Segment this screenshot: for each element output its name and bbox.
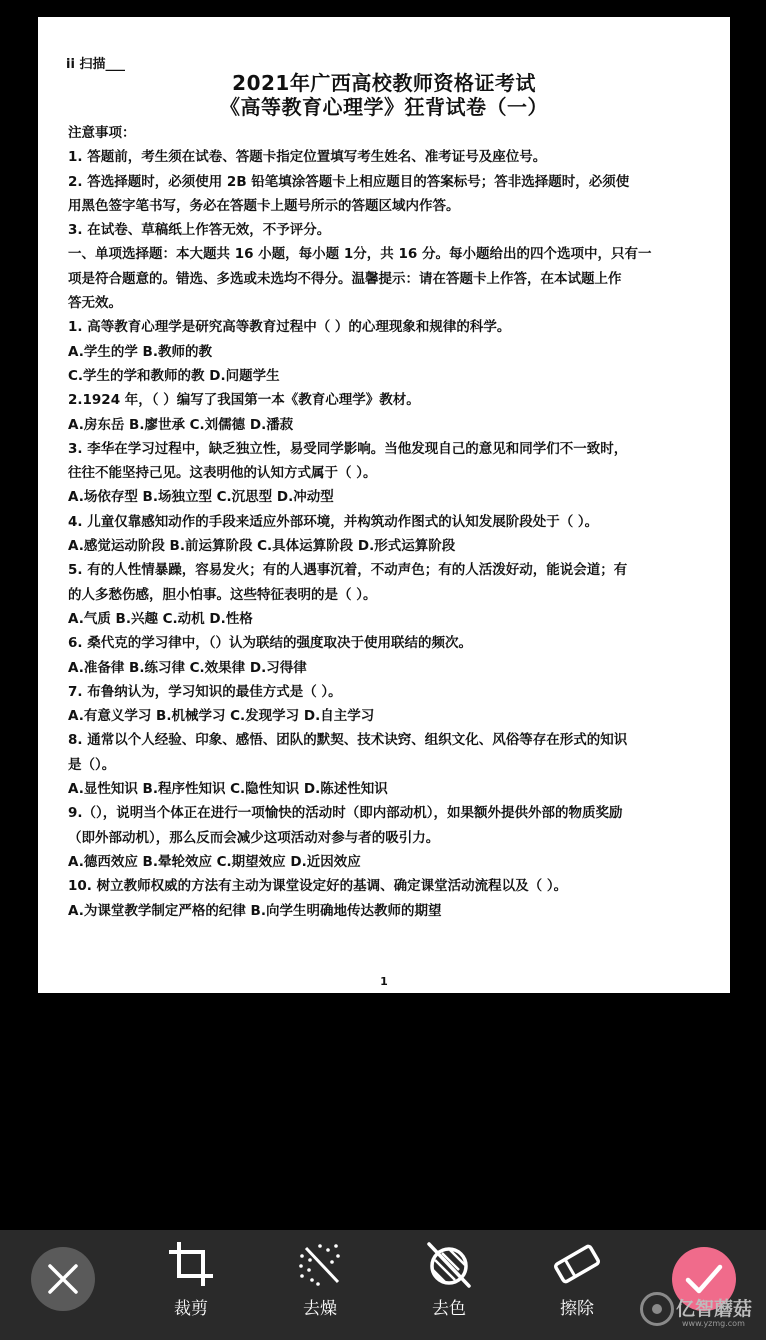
watermark-text: 亿智蘑菇 <box>676 1298 753 1320</box>
document-line: 注意事项： <box>68 125 136 141</box>
document-line: A.房东岳 B.廖世承 C.刘儒德 D.潘菽 <box>68 416 294 433</box>
document-body <box>68 121 708 923</box>
document-line: 往往不能坚持己见。这表明他的认知方式属于（ ）。 <box>68 465 377 482</box>
decolor-tool[interactable] <box>409 1240 489 1319</box>
document-line: 1. 答题前，考生须在试卷、答题卡指定位置填写考生姓名、准考证号及座位号。 <box>68 149 547 166</box>
watermark-logo-icon <box>640 1292 674 1326</box>
document-line: 3. 李华在学习过程中，缺乏独立性，易受同学影响。当他发现自己的意见和同学们不一致时， <box>68 440 628 457</box>
watermark-url: www.yzmg.com <box>682 1319 745 1328</box>
document-line: 8. 通常以个人经验、印象、感悟、团队的默契、技术诀窍、组织文化、风俗等存在形式的知识 <box>68 732 628 749</box>
document-line: 10. 树立教师权威的方法有主动为课堂设定好的基调、确定课堂活动流程以及（ ）。 <box>68 878 568 895</box>
scan-tag: ii 扫描___ <box>66 57 125 72</box>
document-line: 9.（），说明当个体正在进行一项愉快的活动时（即内部动机），如果额外提供外部的物质奖励 <box>68 805 623 822</box>
document-line: 2.1924 年，（ ）编写了我国第一本《教育心理学》教材。 <box>68 392 420 409</box>
document-line: 一、单项选择题：本大题共 16 小题，每小题 1分，共 16 分。每小题给出的四个选项中，只有一 <box>68 246 652 263</box>
document-line: A.为课堂教学制定严格的纪律 B.向学生明确地传达教师的期望 <box>68 902 442 919</box>
denoise-tool[interactable] <box>280 1240 360 1319</box>
edit-toolbar <box>0 1230 766 1340</box>
document-line: 6. 桑代克的学习律中，（）认为联结的强度取决于使用联结的频次。 <box>68 635 472 652</box>
close-icon <box>46 1262 80 1296</box>
document-line: 的人多愁伤感，胆小怕事。这些特征表明的是（ ）。 <box>68 586 377 603</box>
document-line: 2. 答选择题时，必须使用 2B 铅笔填涂答题卡上相应题目的答案标号；答非选择题时，必须使 <box>68 173 630 190</box>
sparkle-wand-icon <box>296 1240 344 1288</box>
document-line: （即外部动机），那么反而会减少这项活动对参与者的吸引力。 <box>68 829 440 846</box>
crop-tool[interactable] <box>151 1240 231 1319</box>
document-line: 1. 高等教育心理学是研究高等教育过程中（ ）的心理现象和规律的科学。 <box>68 319 511 336</box>
document-subtitle: 《高等教育心理学》狂背试卷（一） <box>220 95 548 119</box>
document-line: 3. 在试卷、草稿纸上作答无效，不予评分。 <box>68 222 331 239</box>
document-line: 项是符合题意的。错选、多选或未选均不得分。温馨提示：请在答题卡上作答，在本试题上作 <box>68 270 622 287</box>
document-line: A.学生的学 B.教师的教 <box>68 343 212 360</box>
crop-icon <box>167 1240 215 1288</box>
document-line: A.有意义学习 B.机械学习 C.发现学习 D.自主学习 <box>68 708 375 725</box>
erase-tool[interactable] <box>537 1240 617 1319</box>
document-title: 2021年广西高校教师资格证考试 <box>232 71 536 95</box>
document-line: 4. 儿童仅靠感知动作的手段来适应外部环境，并构筑动作图式的认知发展阶段处于（ ）。 <box>68 513 599 530</box>
erase-label: 擦除 <box>560 1299 594 1319</box>
document-line: A.感觉运动阶段 B.前运算阶段 C.具体运算阶段 D.形式运算阶段 <box>68 538 456 555</box>
decolor-label: 去色 <box>432 1299 466 1319</box>
crop-label: 裁剪 <box>174 1299 208 1319</box>
document-line: A.德西效应 B.晕轮效应 C.期望效应 D.近因效应 <box>68 853 361 870</box>
document-line: A.气质 B.兴趣 C.动机 D.性格 <box>68 610 253 627</box>
denoise-label: 去燥 <box>303 1299 337 1319</box>
document-line: 5. 有的人性情暴躁，容易发火；有的人遇事沉着，不动声色；有的人活泼好动，能说会道；有 <box>68 562 628 579</box>
document-line: 7. 布鲁纳认为，学习知识的最佳方式是（ ）。 <box>68 683 342 700</box>
watermark <box>640 1290 766 1334</box>
document-line: A.显性知识 B.程序性知识 C.隐性知识 D.陈述性知识 <box>68 781 388 798</box>
document-line: A.场依存型 B.场独立型 C.沉思型 D.冲动型 <box>68 489 334 506</box>
decolor-icon <box>425 1240 473 1288</box>
document-line: C.学生的学和教师的教 D.问题学生 <box>68 367 280 384</box>
eraser-icon <box>553 1240 601 1288</box>
document-line: 答无效。 <box>68 295 122 312</box>
document-line: 用黑色签字笔书写，务必在答题卡上题号所示的答题区域内作答。 <box>68 197 460 214</box>
scanned-document <box>38 17 730 993</box>
close-button[interactable] <box>31 1247 95 1311</box>
document-line: A.准备律 B.练习律 C.效果律 D.习得律 <box>68 659 307 676</box>
page-number: 1 <box>380 975 388 988</box>
document-line: 是（）。 <box>68 756 116 773</box>
